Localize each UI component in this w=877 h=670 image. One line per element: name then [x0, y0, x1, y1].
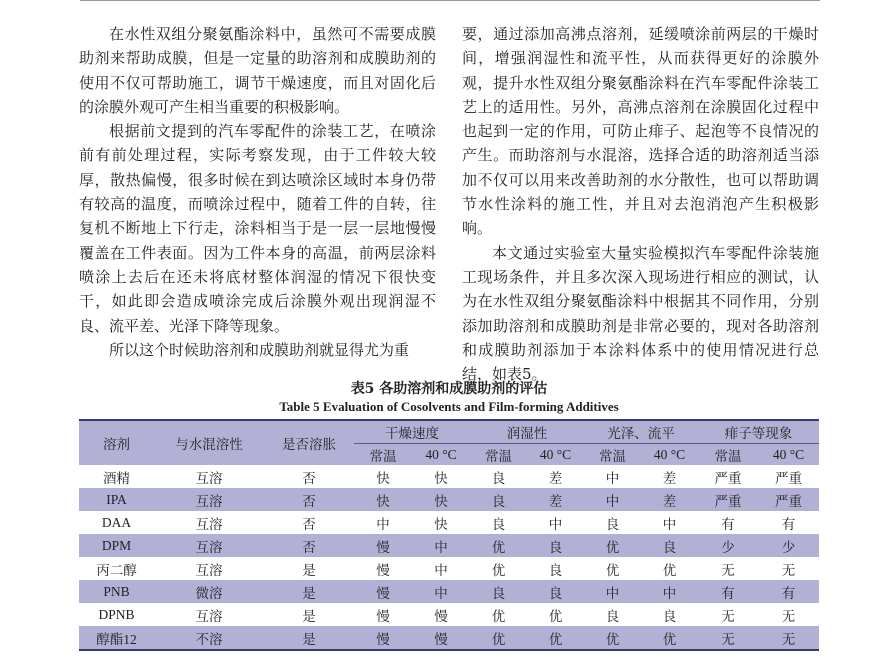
table-cell: 无 [781, 608, 796, 625]
table-cell: 优 [491, 608, 506, 625]
table-cell: 少 [698, 534, 758, 557]
cell-solvent-name: PNB [79, 580, 154, 603]
table-cell: 严重 [758, 488, 819, 511]
table-cell: 优 [584, 626, 641, 650]
table-cell: 优 [548, 608, 563, 625]
table-cell: 是 [302, 562, 316, 579]
table-cell: 快 [376, 470, 390, 487]
table-cell: 慢 [434, 608, 448, 625]
table-row [79, 465, 819, 488]
header-rule [80, 0, 820, 3]
subheader-40c: 40 °C [772, 446, 805, 462]
table-cell: 快 [434, 470, 448, 487]
table-cell: 优 [662, 562, 677, 579]
table-cell: 良 [605, 608, 620, 625]
cell-solvent-name: DPNB [98, 606, 135, 622]
header-swelling: 是否溶胀 [282, 437, 336, 453]
table-cell: 良 [470, 488, 527, 511]
table-cell: 优 [605, 562, 620, 579]
table-cell: 快 [434, 516, 448, 533]
table-cell: 严重 [714, 470, 742, 487]
body-paragraph: 在水性双组分聚氨酯涂料中，虽然可不需要成膜助剂来帮助成膜，但是一定量的助溶剂和成膜助剂的使用不仅可帮助施工，调节干燥速度，而且对固化后的涂膜外观可产生相当重要的积极影响。 [79, 25, 436, 116]
table-cell: 互溶 [195, 516, 223, 533]
subheader-room-temp: 常温 [369, 448, 397, 465]
table-cell: 中 [434, 562, 448, 579]
body-paragraph: 根据前文提到的汽车零配件的涂装工艺，在喷涂前有前处理过程，实际考察发现，由于工件较大较厚，散热偏慢，很多时候在到达喷涂区域时本身仍带有较高的温度，而喷涂过程中，随着工件的自转，往复机不断地上下行走，涂料相当于是一层一层地慢慢覆盖在工件表面。因为工件本身的高温，前两层涂料喷涂上去后在还未将底材整体润湿的情况下很快变干，如此即会造成喷涂完成后涂膜外观出现润湿不良、流平差、光泽下降等现象。 [79, 122, 436, 335]
subheader-40c: 40 °C [425, 446, 457, 462]
cell-solvent-name: 丙二醇 [96, 562, 137, 578]
table-row [79, 557, 819, 580]
table-cell: 良 [491, 516, 506, 533]
table-caption-english: Table 5 Evaluation of Cosolvents and Film-forming Additives [279, 399, 619, 414]
table-cell: 优 [527, 626, 584, 650]
table-row [79, 511, 819, 534]
table-row [79, 603, 819, 626]
table-cell: 是 [264, 626, 354, 650]
table-cell: 无 [758, 626, 819, 650]
subheader-40c: 40 °C [653, 446, 686, 462]
table-cell: 快 [354, 488, 412, 511]
table-cell: 否 [302, 516, 316, 533]
cell-solvent-name: DAA [101, 514, 132, 530]
subheader-room-temp: 常温 [485, 448, 512, 465]
table-cell: 优 [470, 534, 527, 557]
table-cell: 良 [548, 562, 563, 579]
table-cell: 中 [548, 516, 563, 533]
table-cell: 差 [641, 488, 698, 511]
table-cell: 有 [758, 580, 819, 603]
table-row [79, 580, 819, 603]
table-cell: 慢 [376, 608, 390, 625]
table-body [79, 465, 819, 650]
table-cell: 互溶 [195, 562, 223, 579]
cell-solvent-name: IPA [79, 488, 154, 511]
table-cell: 严重 [775, 470, 802, 487]
table-cell: 是 [302, 608, 316, 625]
table-cell: 良 [527, 580, 584, 603]
table-cell: 中 [584, 580, 641, 603]
header-gloss-leveling: 光泽、流平 [584, 420, 698, 444]
left-column [79, 22, 436, 362]
table-cell: 慢 [354, 626, 412, 650]
cell-solvent-name: DPM [79, 534, 154, 557]
table-cell: 严重 [698, 488, 758, 511]
subheader-room-temp: 常温 [714, 448, 742, 465]
table-cell: 否 [302, 470, 316, 487]
table-cell: 良 [527, 534, 584, 557]
table-cell: 中 [412, 580, 470, 603]
subheader-40c: 40 °C [539, 446, 572, 462]
table-cell: 中 [584, 488, 641, 511]
cell-solvent-name: 酒精 [103, 470, 130, 486]
table-cell: 互溶 [195, 608, 223, 625]
table-cell: 良 [491, 470, 506, 487]
body-paragraph: 本文通过实验室大量实验模拟汽车零配件涂装施工现场条件，并且多次深入现场进行相应的测试，认为在水性双组分聚氨酯涂料中根据其不同作用，分别添加助溶剂和成膜助剂是非常必要的，现对各助溶剂和成膜助剂添加于本涂料体系中的使用情况进行总结，如表5。 [462, 243, 819, 384]
table-cell: 慢 [376, 562, 390, 579]
table-row [79, 488, 819, 511]
table-cell: 否 [264, 488, 354, 511]
table-cell: 良 [662, 608, 677, 625]
table-cell: 无 [781, 562, 796, 579]
table-cell: 中 [376, 516, 390, 533]
table-cell: 否 [264, 534, 354, 557]
table-cell: 慢 [354, 534, 412, 557]
header-solvent: 溶剂 [103, 437, 130, 453]
table-cell: 无 [721, 562, 735, 579]
header-wettability: 润湿性 [470, 420, 584, 444]
header-water-miscibility: 与水混溶性 [175, 437, 243, 453]
table-cell: 中 [412, 534, 470, 557]
table-cell: 差 [527, 488, 584, 511]
table-row [79, 626, 819, 650]
table-cell: 慢 [354, 580, 412, 603]
table-cell: 有 [698, 580, 758, 603]
header-drying-speed: 干燥速度 [354, 420, 470, 444]
table-caption-chinese: 表5 各助溶剂和成膜助剂的评估 [350, 381, 548, 397]
cell-solvent-name: 醇酯12 [79, 626, 154, 650]
table-cell: 优 [470, 626, 527, 650]
table-cell: 少 [758, 534, 819, 557]
table-cell: 互溶 [195, 470, 223, 487]
body-paragraph: 所以这个时候助溶剂和成膜助剂就显得尤为重 [109, 340, 410, 359]
body-paragraph: 要，通过添加高沸点溶剂，延缓喷涂前两层的干燥时间，增强润湿性和流平性，从而获得更好的涂膜外观，提升水性双组分聚氨酯涂料在汽车零配件涂装工艺上的适用性。另外，高沸点溶剂在涂膜固化过程中也起到一定的作用，可防止痱子、起泡等不良情况的产生。而助溶剂与水混溶，选择合适的助溶剂适当添加不仅可以用来改善助剂的水分散性，也可以帮助调节水性涂料的施工性，并且对去泡消泡产生积极影响。 [462, 25, 819, 238]
table-cell: 慢 [412, 626, 470, 650]
table-cell: 差 [662, 470, 677, 487]
table-cell: 互溶 [154, 488, 264, 511]
table-cell: 无 [698, 626, 758, 650]
table-cell: 中 [605, 470, 620, 487]
table-cell: 差 [548, 470, 563, 487]
table-cell: 互溶 [154, 534, 264, 557]
table-cell: 良 [641, 534, 698, 557]
evaluation-table [79, 419, 819, 651]
table-cell: 优 [584, 534, 641, 557]
table-cell: 良 [605, 516, 620, 533]
table-cell: 优 [641, 626, 698, 650]
table-cell: 是 [264, 580, 354, 603]
table-cell: 微溶 [154, 580, 264, 603]
table-cell: 中 [641, 580, 698, 603]
subheader-room-temp: 常温 [599, 448, 626, 465]
table-cell: 有 [721, 516, 735, 533]
table-row [79, 534, 819, 557]
table-cell: 中 [662, 516, 677, 533]
table-cell: 不溶 [154, 626, 264, 650]
header-defects: 痱子等现象 [698, 420, 819, 444]
table-cell: 良 [470, 580, 527, 603]
right-column [462, 22, 819, 386]
table-cell: 快 [412, 488, 470, 511]
table-cell: 有 [781, 516, 796, 533]
table-cell: 优 [491, 562, 506, 579]
table-cell: 无 [721, 608, 735, 625]
